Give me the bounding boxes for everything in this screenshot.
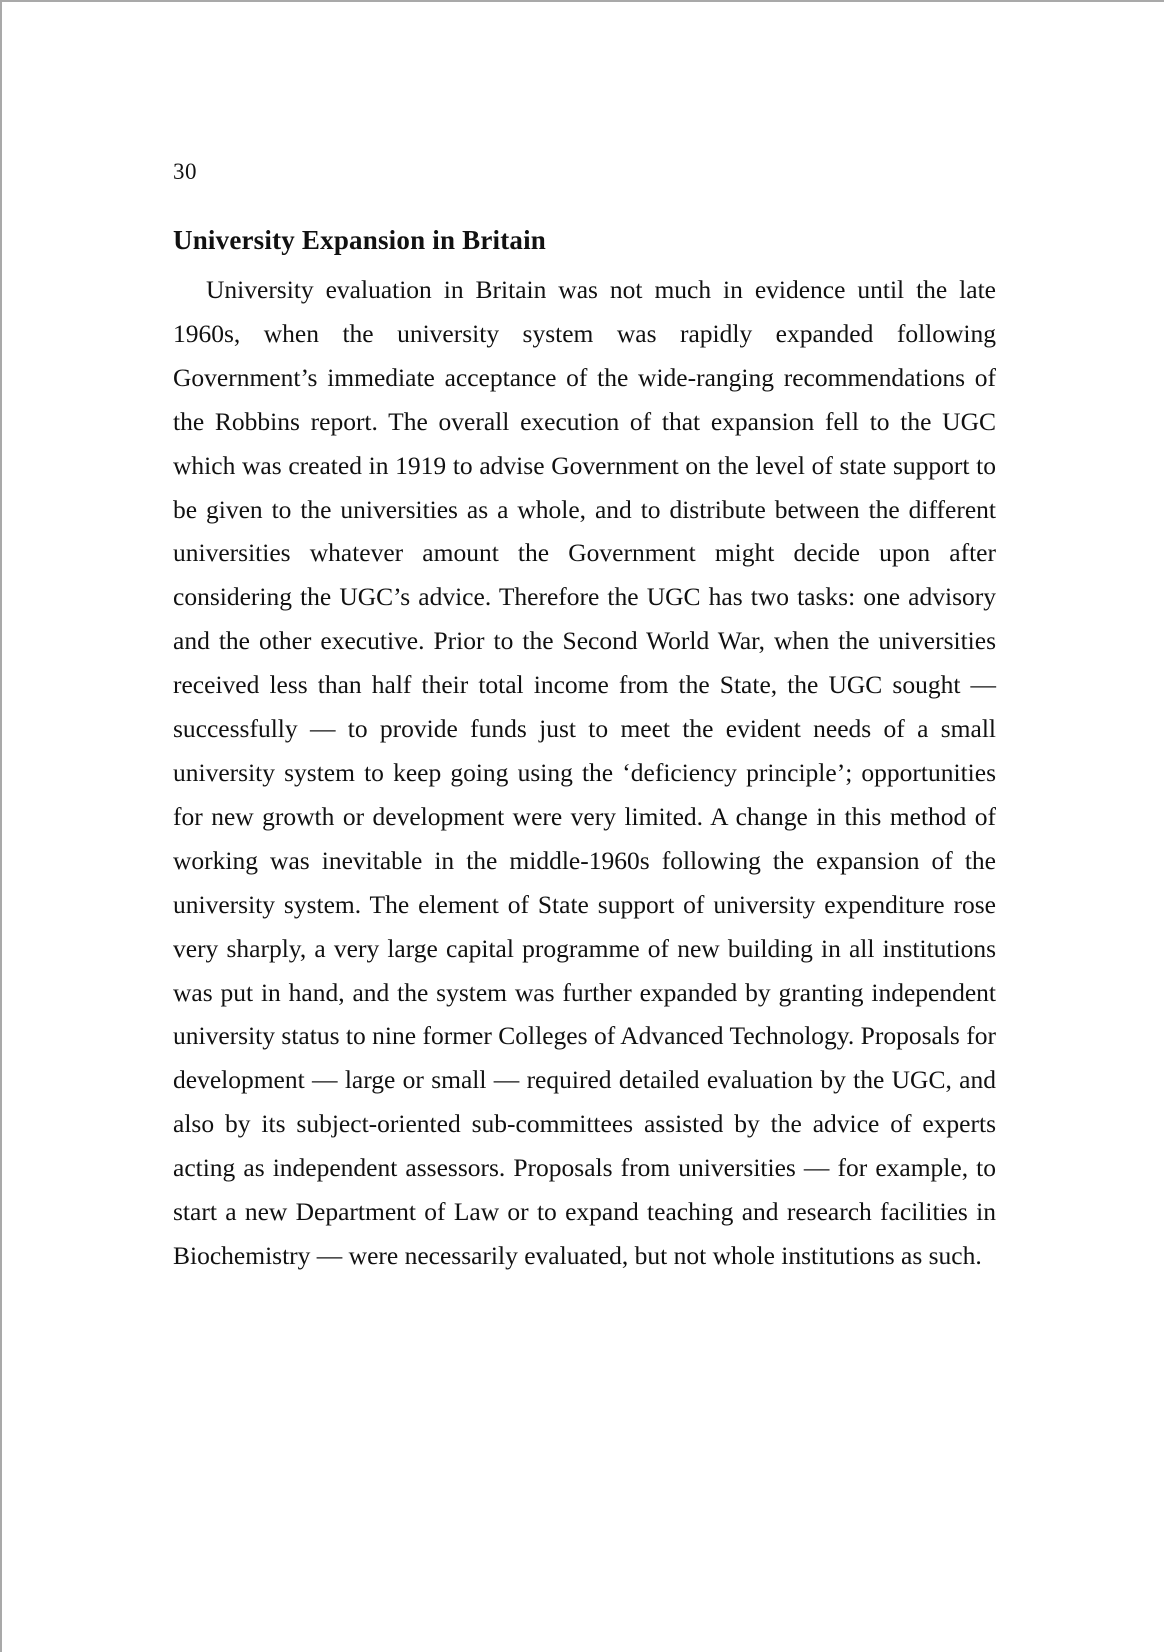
page-number: 30 (173, 159, 197, 184)
body-paragraph: University evaluation in Britain was not much in evidence until the late 1960s, when the university system was rapidly expanded following Government’s immediate acceptance of the wide-ranging recommendations of the Robbins report. The overall execution of that expansion fell to the UGC which was created in 1919 to advise Government on the level of state support to be given to the universities as a whole, and to distribute between the different universities whatever amount the Government might decide upon after considering the UGC’s advice. Therefore the UGC has two tasks: one advisory and the other executive. Prior to the Second World War, when the universities received less than half their total income from the State, the UGC sought — successfully — to provide funds just to meet the evident needs of a small university system to keep going using the ‘deficiency principle’; opportunities for new growth or development were very limited. A change in this method of working was inevitable in the middle-1960s following the expansion of the university system. The element of State support of university expenditure rose very sharply, a very large capital programme of new building in all institutions was put in hand, and the system was further expanded by granting independent university status to nine former Colleges of Advanced Technology. Proposals for development — large or small — required detailed evaluation by the UGC, and also by its subject-oriented sub-committees assisted by the advice of experts acting as independent assessors. Proposals from universities — for example, to start a new Department of Law or to expand teaching and research facilities in Biochemistry — were necessarily evaluated, but not whole institutions as such. (173, 275, 996, 1270)
section-title: University Expansion in Britain (173, 225, 547, 255)
